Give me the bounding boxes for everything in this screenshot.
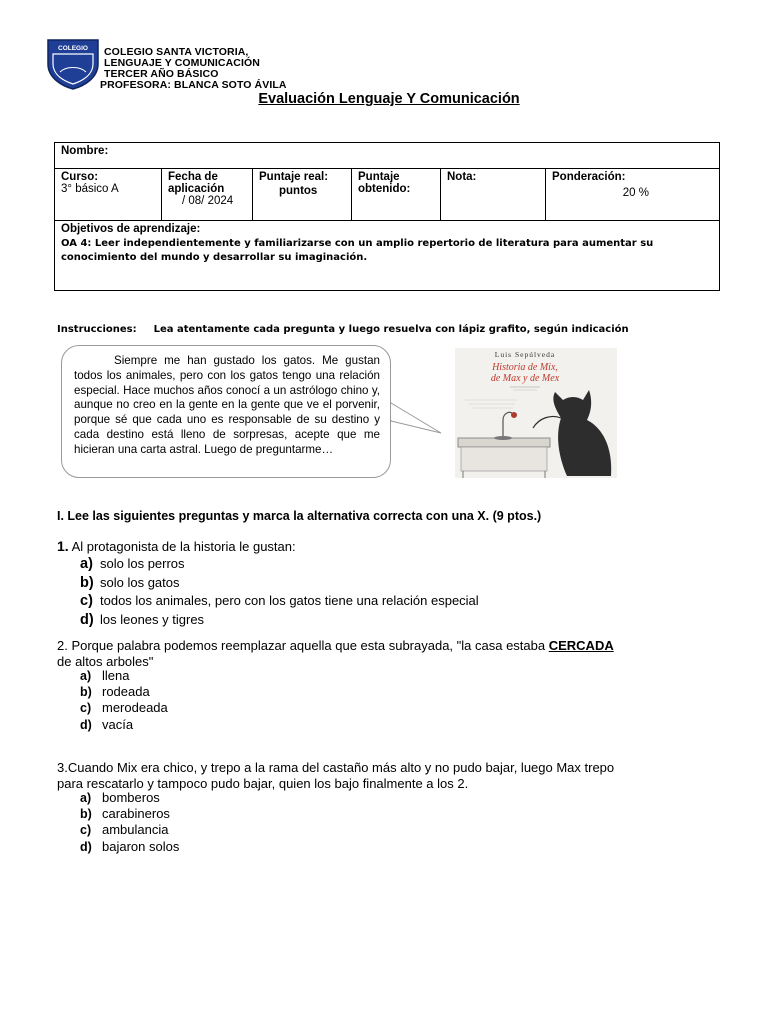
question-2-text-before: 2. Porque palabra podemos reemplazar aquella que esta subrayada, "la casa estaba xyxy=(57,638,549,653)
question-1 xyxy=(57,538,296,554)
question-3-line2: para rescatarlo y tampoco pudo bajar, quien los bajo finalmente a los 2. xyxy=(57,775,469,791)
nota-label: Nota: xyxy=(447,171,477,183)
teacher-name: PROFESORA: BLANCA SOTO ÁVILA xyxy=(100,79,287,91)
puntaje-real-value: puntos xyxy=(279,185,318,197)
book-cover-image xyxy=(455,348,617,478)
list-item[interactable]: b) solo los gatos xyxy=(80,574,180,591)
puntaje-real-label: Puntaje real: xyxy=(259,171,329,183)
instructions-label: Instrucciones: xyxy=(57,324,137,335)
puntaje-obtenido-label: Puntaje obtenido: xyxy=(358,171,411,195)
objetivos-text: OA 4: Leer independientemente y familiarizarse con un amplio repertorio de literatura para aumentar su conocimiento del mundo y desarrollar su imaginación. xyxy=(61,238,654,263)
question-2-text-after: de altos arboles" xyxy=(57,654,154,669)
question-2 xyxy=(57,638,737,670)
objetivos-label: Objetivos de aprendizaje: xyxy=(61,223,201,235)
question-2-options xyxy=(80,668,168,733)
page-title: Evaluación Lenguaje Y Comunicación xyxy=(258,91,520,107)
list-item[interactable]: d) los leones y tigres xyxy=(80,611,205,628)
instructions xyxy=(57,324,629,335)
subject-name: LENGUAJE Y COMUNICACIÓN xyxy=(104,57,260,69)
passage-text: Siempre me han gustado los gatos. Me gustan todos los animales, pero con los gatos tengo una relación especial. Hace muchos años conocí a un astrólogo chino y, aunque no creo en la gente en la gente que ve el porvenir, porque sé que cada uno es responsable de su destino y cada destino está lleno de sorpresas, acepte que me hicieran una carta astral. Luego de preguntarme… xyxy=(74,354,380,456)
question-3-options xyxy=(80,790,179,855)
book-title-line1: Historia de Mix, xyxy=(492,362,558,373)
nombre-cell[interactable] xyxy=(55,143,720,169)
curso-cell xyxy=(55,169,162,221)
question-1-number: 1. xyxy=(57,538,69,554)
list-item[interactable]: d) bajaron solos xyxy=(80,838,180,854)
book-title-line2: de Max y de Mex xyxy=(490,373,560,384)
list-item[interactable]: b) carabineros xyxy=(80,806,170,822)
list-item[interactable]: d) vacía xyxy=(80,716,134,732)
list-item[interactable]: a) llena xyxy=(80,668,130,683)
student-info-table xyxy=(54,142,720,291)
nombre-label: Nombre: xyxy=(61,145,109,157)
logo-text: COLEGIO xyxy=(58,45,88,52)
ponderacion-value: 20 % xyxy=(622,187,649,199)
section-heading: I. Lee las siguientes preguntas y marca la alternativa correcta con una X. (9 ptos.) xyxy=(57,509,542,523)
curso-value: 3° básico A xyxy=(61,183,119,195)
puntaje-real-cell xyxy=(253,169,352,221)
question-1-text: Al protagonista de la historia le gustan: xyxy=(68,539,296,554)
question-3-line1: 3.Cuando Mix era chico, y trepo a la rama del castaño más alto y no pudo bajar, luego Max trepo xyxy=(57,760,615,775)
list-item[interactable]: b) rodeada xyxy=(80,684,150,700)
fecha-label: Fecha de aplicación xyxy=(168,171,225,195)
instructions-text: Lea atentamente cada pregunta y luego resuelva con lápiz grafito, según indicación xyxy=(153,324,629,335)
nota-cell[interactable] xyxy=(441,169,546,221)
list-item[interactable]: c) ambulancia xyxy=(80,822,169,838)
objetivos-cell xyxy=(55,221,720,291)
school-logo xyxy=(46,38,100,90)
school-name: COLEGIO SANTA VICTORIA, xyxy=(104,46,249,58)
reading-passage xyxy=(61,345,391,478)
grade-level: TERCER AÑO BÁSICO xyxy=(104,68,219,80)
puntaje-obtenido-cell[interactable] xyxy=(352,169,441,221)
bubble-tail xyxy=(385,395,445,445)
question-1-options xyxy=(80,555,479,629)
fecha-cell xyxy=(162,169,253,221)
list-item[interactable]: a) solo los perros xyxy=(80,556,185,572)
question-2-underlined-word: CERCADA xyxy=(548,638,614,653)
list-item[interactable]: c) merodeada xyxy=(80,700,168,716)
ponderacion-cell xyxy=(546,169,720,221)
fecha-value: / 08/ 2024 xyxy=(182,195,234,207)
list-item[interactable]: a) bomberos xyxy=(80,790,160,805)
list-item[interactable]: c) todos los animales, pero con los gatos tiene una relación especial xyxy=(80,593,479,609)
book-author: Luis Sepúlveda xyxy=(494,350,556,359)
question-3 xyxy=(57,760,614,791)
curso-label: Curso: xyxy=(61,171,99,183)
ponderacion-label: Ponderación: xyxy=(552,171,626,183)
